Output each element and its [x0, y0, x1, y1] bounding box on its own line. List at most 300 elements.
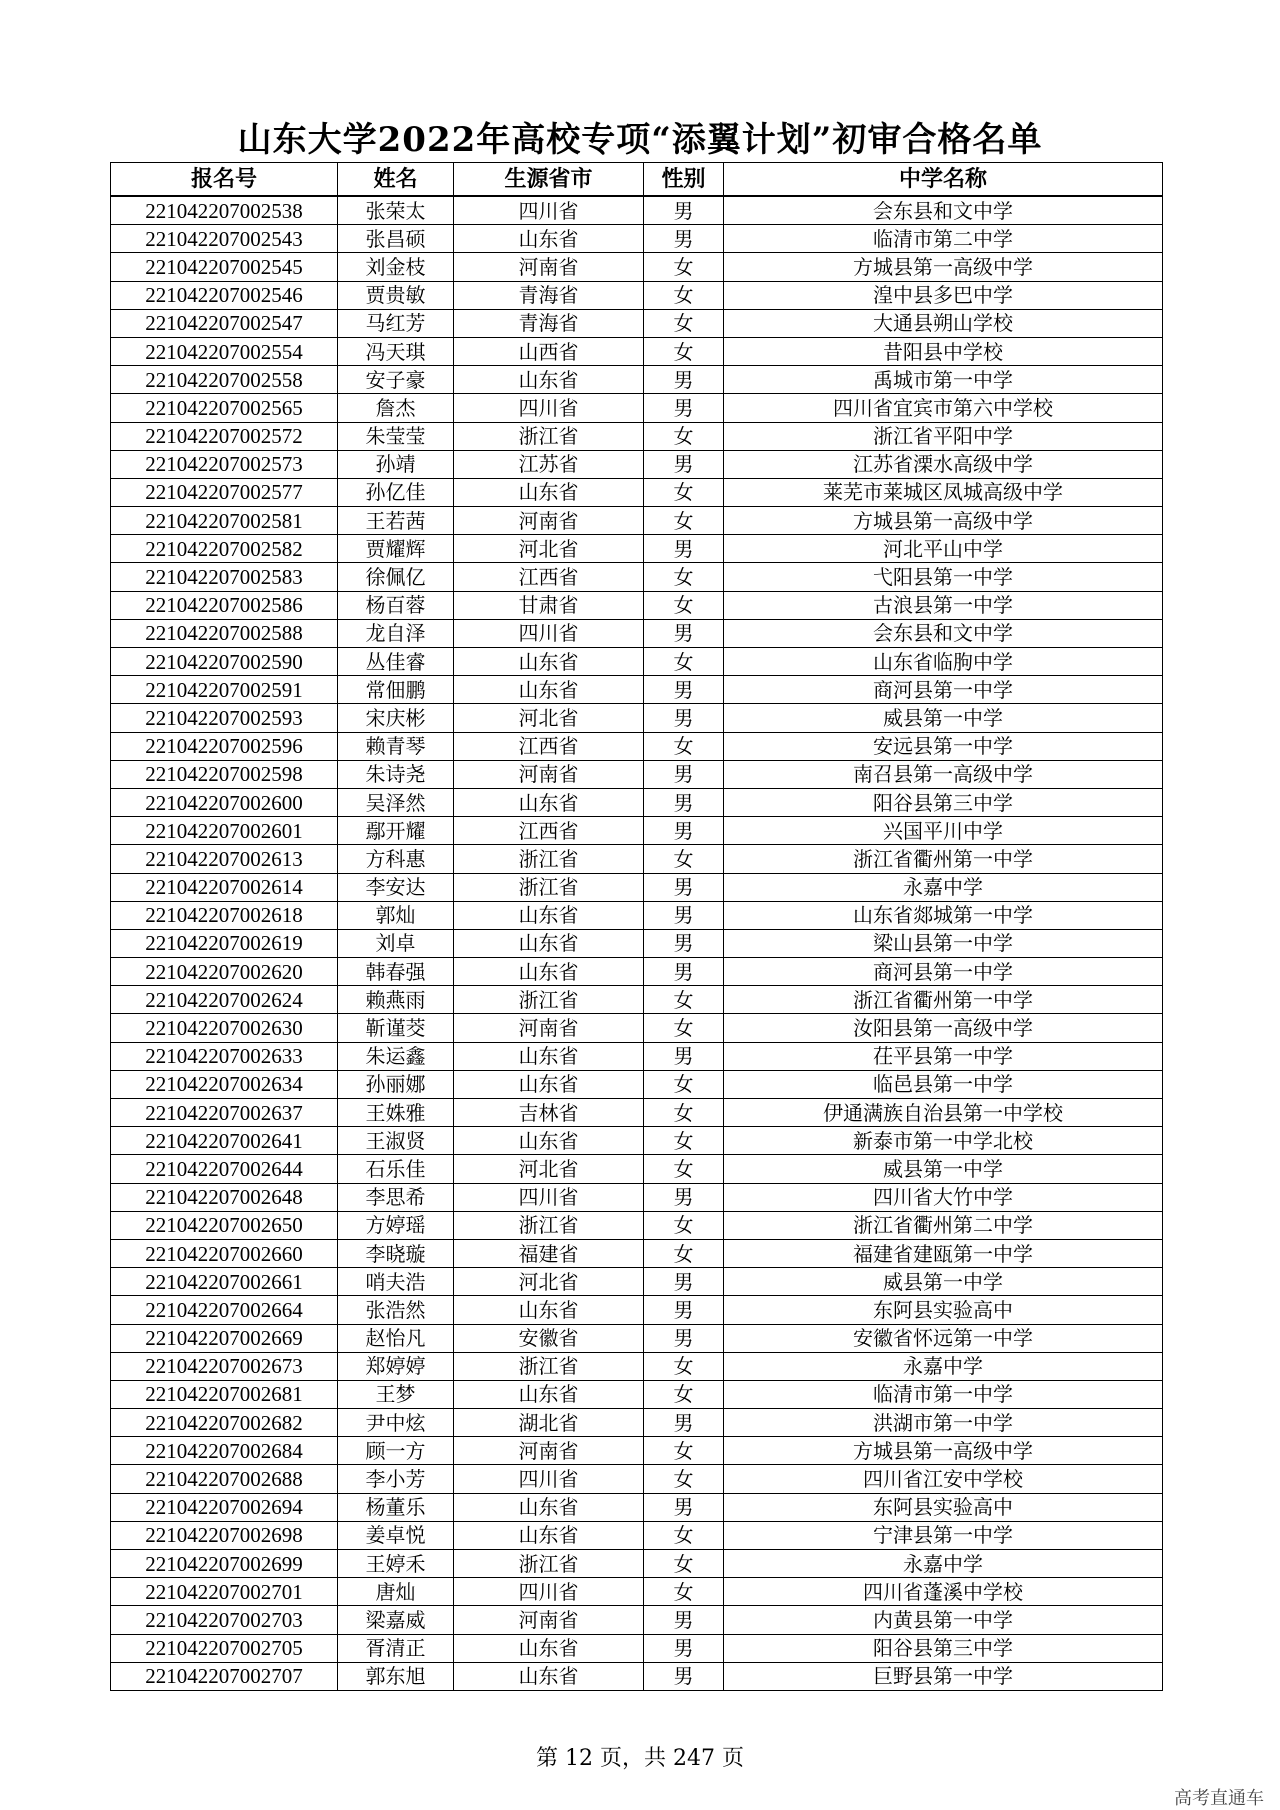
page-number: 第 12 页，共 247 页 [536, 1746, 744, 1771]
cell-school: 威县第一中学 [724, 1268, 1163, 1296]
cell-gender: 女 [644, 422, 724, 450]
cell-province: 山东省 [454, 676, 644, 704]
cell-name: 朱诗尧 [338, 760, 454, 788]
table-row [111, 619, 1163, 647]
cell-province: 青海省 [454, 309, 644, 337]
table-row [111, 1352, 1163, 1380]
cell-province: 河北省 [454, 535, 644, 563]
table-row [111, 394, 1163, 422]
table-row [111, 309, 1163, 337]
cell-registration-number: 221042207002618 [111, 901, 338, 929]
cell-name: 杨董乐 [338, 1493, 454, 1521]
cell-registration-number: 221042207002601 [111, 817, 338, 845]
cell-school: 阳谷县第三中学 [724, 1634, 1163, 1662]
table-row [111, 1155, 1163, 1183]
cell-gender: 女 [644, 1099, 724, 1127]
cell-school: 内黄县第一中学 [724, 1606, 1163, 1634]
cell-gender: 男 [644, 394, 724, 422]
table-row [111, 986, 1163, 1014]
table-row [111, 1127, 1163, 1155]
cell-name: 刘卓 [338, 929, 454, 957]
cell-name: 赵怡凡 [338, 1324, 454, 1352]
cell-name: 孙亿佳 [338, 478, 454, 506]
cell-registration-number: 221042207002698 [111, 1521, 338, 1549]
cell-registration-number: 221042207002644 [111, 1155, 338, 1183]
cell-name: 赖青琴 [338, 732, 454, 760]
cell-school: 安远县第一中学 [724, 732, 1163, 760]
cell-registration-number: 221042207002688 [111, 1465, 338, 1493]
table-row [111, 1465, 1163, 1493]
cell-gender: 男 [644, 676, 724, 704]
table-row [111, 1606, 1163, 1634]
cell-school: 山东省临朐中学 [724, 648, 1163, 676]
cell-school: 临清市第一中学 [724, 1380, 1163, 1408]
cell-registration-number: 221042207002573 [111, 450, 338, 478]
cell-province: 甘肃省 [454, 591, 644, 619]
cell-gender: 女 [644, 591, 724, 619]
cell-province: 浙江省 [454, 986, 644, 1014]
cell-school: 浙江省衢州第一中学 [724, 845, 1163, 873]
cell-province: 江西省 [454, 732, 644, 760]
cell-gender: 女 [644, 1380, 724, 1408]
cell-school: 禹城市第一中学 [724, 366, 1163, 394]
cell-school: 方城县第一高级中学 [724, 1437, 1163, 1465]
table-row [111, 845, 1163, 873]
table-row [111, 1662, 1163, 1690]
cell-province: 山东省 [454, 1380, 644, 1408]
cell-school: 大通县朔山学校 [724, 309, 1163, 337]
cell-gender: 女 [644, 986, 724, 1014]
cell-name: 哨夫浩 [338, 1268, 454, 1296]
cell-name: 杨百蓉 [338, 591, 454, 619]
cell-school: 方城县第一高级中学 [724, 253, 1163, 281]
cell-registration-number: 221042207002707 [111, 1662, 338, 1690]
cell-gender: 男 [644, 1268, 724, 1296]
cell-school: 方城县第一高级中学 [724, 507, 1163, 535]
cell-province: 山东省 [454, 1127, 644, 1155]
cell-registration-number: 221042207002661 [111, 1268, 338, 1296]
cell-province: 山东省 [454, 1493, 644, 1521]
cell-name: 张浩然 [338, 1296, 454, 1324]
cell-school: 南召县第一高级中学 [724, 760, 1163, 788]
cell-registration-number: 221042207002598 [111, 760, 338, 788]
cell-name: 王婷禾 [338, 1550, 454, 1578]
table-row [111, 422, 1163, 450]
cell-school: 古浪县第一中学 [724, 591, 1163, 619]
cell-gender: 女 [644, 281, 724, 309]
cell-registration-number: 221042207002634 [111, 1070, 338, 1098]
cell-province: 山东省 [454, 1634, 644, 1662]
cell-school: 商河县第一中学 [724, 676, 1163, 704]
cell-school: 洪湖市第一中学 [724, 1409, 1163, 1437]
cell-name: 李安达 [338, 873, 454, 901]
cell-gender: 女 [644, 1014, 724, 1042]
cell-province: 河南省 [454, 760, 644, 788]
cell-registration-number: 221042207002593 [111, 704, 338, 732]
cell-name: 尹中炫 [338, 1409, 454, 1437]
table-row [111, 1634, 1163, 1662]
cell-name: 梁嘉威 [338, 1606, 454, 1634]
table-row [111, 1380, 1163, 1408]
cell-registration-number: 221042207002554 [111, 337, 338, 365]
cell-name: 方科惠 [338, 845, 454, 873]
cell-province: 河南省 [454, 1014, 644, 1042]
cell-registration-number: 221042207002614 [111, 873, 338, 901]
cell-registration-number: 221042207002588 [111, 619, 338, 647]
table-row [111, 760, 1163, 788]
cell-province: 浙江省 [454, 422, 644, 450]
cell-registration-number: 221042207002619 [111, 929, 338, 957]
table-row [111, 1268, 1163, 1296]
cell-school: 宁津县第一中学 [724, 1521, 1163, 1549]
cell-school: 四川省宜宾市第六中学校 [724, 394, 1163, 422]
cell-name: 胥清正 [338, 1634, 454, 1662]
cell-name: 韩春强 [338, 958, 454, 986]
table-row [111, 873, 1163, 901]
table-row [111, 958, 1163, 986]
table-row [111, 929, 1163, 957]
cell-school: 商河县第一中学 [724, 958, 1163, 986]
cell-name: 张昌硕 [338, 225, 454, 253]
table-row [111, 1550, 1163, 1578]
table-row [111, 253, 1163, 281]
header-school: 中学名称 [724, 163, 1163, 197]
table-row [111, 196, 1163, 225]
cell-province: 山东省 [454, 1521, 644, 1549]
cell-name: 常佃鹏 [338, 676, 454, 704]
cell-registration-number: 221042207002543 [111, 225, 338, 253]
table-row [111, 1493, 1163, 1521]
cell-name: 安子豪 [338, 366, 454, 394]
cell-school: 江苏省溧水高级中学 [724, 450, 1163, 478]
table-row [111, 507, 1163, 535]
cell-province: 山东省 [454, 958, 644, 986]
header-gender: 性别 [644, 163, 724, 197]
cell-name: 贾贵敏 [338, 281, 454, 309]
cell-registration-number: 221042207002565 [111, 394, 338, 422]
cell-gender: 男 [644, 1662, 724, 1690]
cell-province: 山东省 [454, 929, 644, 957]
cell-gender: 女 [644, 1465, 724, 1493]
cell-name: 李晓璇 [338, 1239, 454, 1267]
cell-province: 山东省 [454, 901, 644, 929]
cell-province: 山东省 [454, 1070, 644, 1098]
table-row [111, 1014, 1163, 1042]
table-row [111, 1099, 1163, 1127]
cell-school: 浙江省衢州第二中学 [724, 1211, 1163, 1239]
table-row [111, 1324, 1163, 1352]
cell-registration-number: 221042207002583 [111, 563, 338, 591]
cell-gender: 女 [644, 1070, 724, 1098]
cell-gender: 女 [644, 1127, 724, 1155]
table-row [111, 281, 1163, 309]
cell-registration-number: 221042207002613 [111, 845, 338, 873]
cell-name: 赖燕雨 [338, 986, 454, 1014]
cell-gender: 男 [644, 873, 724, 901]
table-row [111, 1409, 1163, 1437]
cell-gender: 男 [644, 1606, 724, 1634]
cell-province: 山东省 [454, 225, 644, 253]
cell-gender: 女 [644, 1578, 724, 1606]
cell-name: 郭东旭 [338, 1662, 454, 1690]
cell-school: 威县第一中学 [724, 1155, 1163, 1183]
cell-name: 孙靖 [338, 450, 454, 478]
cell-gender: 男 [644, 929, 724, 957]
cell-province: 河北省 [454, 1155, 644, 1183]
cell-gender: 男 [644, 1324, 724, 1352]
cell-school: 阳谷县第三中学 [724, 788, 1163, 816]
cell-gender: 男 [644, 1493, 724, 1521]
cell-school: 浙江省衢州第一中学 [724, 986, 1163, 1014]
cell-province: 江西省 [454, 563, 644, 591]
cell-school: 浙江省平阳中学 [724, 422, 1163, 450]
cell-registration-number: 221042207002620 [111, 958, 338, 986]
table-row [111, 788, 1163, 816]
cell-registration-number: 221042207002586 [111, 591, 338, 619]
cell-school: 会东县和文中学 [724, 196, 1163, 225]
cell-name: 李小芳 [338, 1465, 454, 1493]
cell-gender: 女 [644, 1550, 724, 1578]
cell-province: 青海省 [454, 281, 644, 309]
cell-province: 浙江省 [454, 845, 644, 873]
cell-gender: 女 [644, 337, 724, 365]
cell-gender: 女 [644, 1211, 724, 1239]
cell-gender: 女 [644, 732, 724, 760]
cell-school: 永嘉中学 [724, 1352, 1163, 1380]
cell-name: 王梦 [338, 1380, 454, 1408]
cell-province: 河南省 [454, 1606, 644, 1634]
cell-school: 梁山县第一中学 [724, 929, 1163, 957]
cell-registration-number: 221042207002703 [111, 1606, 338, 1634]
cell-registration-number: 221042207002684 [111, 1437, 338, 1465]
cell-gender: 男 [644, 788, 724, 816]
cell-gender: 女 [644, 1437, 724, 1465]
cell-name: 宋庆彬 [338, 704, 454, 732]
cell-province: 山东省 [454, 1042, 644, 1070]
cell-gender: 男 [644, 1634, 724, 1662]
cell-name: 唐灿 [338, 1578, 454, 1606]
cell-name: 吴泽然 [338, 788, 454, 816]
cell-registration-number: 221042207002682 [111, 1409, 338, 1437]
cell-school: 临清市第二中学 [724, 225, 1163, 253]
cell-province: 山东省 [454, 478, 644, 506]
cell-gender: 女 [644, 563, 724, 591]
cell-school: 昔阳县中学校 [724, 337, 1163, 365]
cell-registration-number: 221042207002538 [111, 196, 338, 225]
cell-school: 福建省建瓯第一中学 [724, 1239, 1163, 1267]
cell-province: 河南省 [454, 253, 644, 281]
cell-school: 永嘉中学 [724, 1550, 1163, 1578]
cell-name: 郭灿 [338, 901, 454, 929]
cell-province: 江苏省 [454, 450, 644, 478]
cell-gender: 男 [644, 817, 724, 845]
cell-school: 东阿县实验高中 [724, 1296, 1163, 1324]
cell-registration-number: 221042207002669 [111, 1324, 338, 1352]
cell-gender: 男 [644, 958, 724, 986]
table-row [111, 478, 1163, 506]
cell-gender: 男 [644, 619, 724, 647]
cell-gender: 女 [644, 1521, 724, 1549]
cell-school: 伊通满族自治县第一中学校 [724, 1099, 1163, 1127]
cell-province: 浙江省 [454, 873, 644, 901]
cell-registration-number: 221042207002633 [111, 1042, 338, 1070]
table-row [111, 817, 1163, 845]
table-row [111, 704, 1163, 732]
table-body [111, 196, 1163, 1690]
table-row [111, 1296, 1163, 1324]
cell-province: 江西省 [454, 817, 644, 845]
cell-registration-number: 221042207002577 [111, 478, 338, 506]
table-row [111, 450, 1163, 478]
cell-gender: 女 [644, 845, 724, 873]
cell-school: 弋阳县第一中学 [724, 563, 1163, 591]
table-row [111, 732, 1163, 760]
cell-registration-number: 221042207002581 [111, 507, 338, 535]
cell-name: 詹杰 [338, 394, 454, 422]
watermark: 高考直通车 [1174, 1788, 1264, 1809]
cell-registration-number: 221042207002630 [111, 1014, 338, 1042]
cell-name: 王姝雅 [338, 1099, 454, 1127]
cell-school: 四川省大竹中学 [724, 1183, 1163, 1211]
cell-gender: 男 [644, 1296, 724, 1324]
cell-name: 徐佩亿 [338, 563, 454, 591]
cell-school: 巨野县第一中学 [724, 1662, 1163, 1690]
cell-gender: 女 [644, 1239, 724, 1267]
cell-school: 东阿县实验高中 [724, 1493, 1163, 1521]
cell-name: 朱莹莹 [338, 422, 454, 450]
table-row [111, 337, 1163, 365]
cell-registration-number: 221042207002545 [111, 253, 338, 281]
cell-province: 四川省 [454, 1465, 644, 1493]
cell-registration-number: 221042207002600 [111, 788, 338, 816]
document-title: 山东大学2022年高校专项“添翼计划”初审合格名单 [237, 120, 1043, 160]
cell-school: 会东县和文中学 [724, 619, 1163, 647]
cell-province: 吉林省 [454, 1099, 644, 1127]
table-row [111, 648, 1163, 676]
cell-province: 福建省 [454, 1239, 644, 1267]
cell-province: 河南省 [454, 507, 644, 535]
cell-gender: 女 [644, 1155, 724, 1183]
cell-gender: 男 [644, 1183, 724, 1211]
cell-gender: 男 [644, 760, 724, 788]
cell-registration-number: 221042207002650 [111, 1211, 338, 1239]
table-row [111, 1042, 1163, 1070]
cell-school: 安徽省怀远第一中学 [724, 1324, 1163, 1352]
cell-name: 龙自泽 [338, 619, 454, 647]
cell-registration-number: 221042207002547 [111, 309, 338, 337]
cell-province: 河北省 [454, 704, 644, 732]
table-row [111, 366, 1163, 394]
cell-school: 永嘉中学 [724, 873, 1163, 901]
cell-school: 河北平山中学 [724, 535, 1163, 563]
cell-gender: 女 [644, 253, 724, 281]
cell-name: 姜卓悦 [338, 1521, 454, 1549]
table-row [111, 563, 1163, 591]
cell-gender: 男 [644, 196, 724, 225]
cell-school: 四川省蓬溪中学校 [724, 1578, 1163, 1606]
cell-gender: 男 [644, 366, 724, 394]
cell-registration-number: 221042207002705 [111, 1634, 338, 1662]
cell-school: 兴国平川中学 [724, 817, 1163, 845]
cell-name: 郑婷婷 [338, 1352, 454, 1380]
cell-name: 马红芳 [338, 309, 454, 337]
cell-gender: 男 [644, 901, 724, 929]
cell-province: 四川省 [454, 394, 644, 422]
cell-province: 四川省 [454, 619, 644, 647]
cell-registration-number: 221042207002590 [111, 648, 338, 676]
cell-province: 浙江省 [454, 1352, 644, 1380]
header-registration-number: 报名号 [111, 163, 338, 197]
table-row [111, 1183, 1163, 1211]
cell-gender: 男 [644, 704, 724, 732]
cell-province: 山东省 [454, 1662, 644, 1690]
table-row [111, 1578, 1163, 1606]
cell-name: 李思希 [338, 1183, 454, 1211]
table-header-row [111, 163, 1163, 197]
cell-name: 鄢开耀 [338, 817, 454, 845]
cell-gender: 男 [644, 535, 724, 563]
table-row [111, 1070, 1163, 1098]
cell-registration-number: 221042207002591 [111, 676, 338, 704]
cell-province: 安徽省 [454, 1324, 644, 1352]
cell-province: 山东省 [454, 366, 644, 394]
cell-registration-number: 221042207002664 [111, 1296, 338, 1324]
cell-registration-number: 221042207002681 [111, 1380, 338, 1408]
cell-registration-number: 221042207002637 [111, 1099, 338, 1127]
cell-school: 四川省江安中学校 [724, 1465, 1163, 1493]
cell-registration-number: 221042207002641 [111, 1127, 338, 1155]
cell-name: 顾一方 [338, 1437, 454, 1465]
cell-school: 汝阳县第一高级中学 [724, 1014, 1163, 1042]
cell-registration-number: 221042207002624 [111, 986, 338, 1014]
cell-province: 浙江省 [454, 1550, 644, 1578]
cell-registration-number: 221042207002660 [111, 1239, 338, 1267]
cell-province: 四川省 [454, 1183, 644, 1211]
cell-province: 山东省 [454, 788, 644, 816]
table-row [111, 535, 1163, 563]
cell-name: 孙丽娜 [338, 1070, 454, 1098]
cell-name: 张荣太 [338, 196, 454, 225]
cell-school: 威县第一中学 [724, 704, 1163, 732]
cell-gender: 女 [644, 478, 724, 506]
roster-table [110, 162, 1163, 1691]
cell-gender: 女 [644, 648, 724, 676]
cell-registration-number: 221042207002546 [111, 281, 338, 309]
cell-registration-number: 221042207002701 [111, 1578, 338, 1606]
cell-name: 方婷瑶 [338, 1211, 454, 1239]
cell-gender: 男 [644, 1409, 724, 1437]
cell-gender: 男 [644, 225, 724, 253]
cell-province: 河北省 [454, 1268, 644, 1296]
cell-registration-number: 221042207002572 [111, 422, 338, 450]
cell-name: 靳谨茭 [338, 1014, 454, 1042]
cell-school: 莱芜市莱城区凤城高级中学 [724, 478, 1163, 506]
cell-name: 丛佳睿 [338, 648, 454, 676]
cell-name: 朱运鑫 [338, 1042, 454, 1070]
table-row [111, 1437, 1163, 1465]
cell-province: 山西省 [454, 337, 644, 365]
cell-name: 贾耀辉 [338, 535, 454, 563]
cell-name: 王若茜 [338, 507, 454, 535]
cell-school: 湟中县多巴中学 [724, 281, 1163, 309]
cell-gender: 女 [644, 507, 724, 535]
cell-gender: 男 [644, 450, 724, 478]
cell-registration-number: 221042207002582 [111, 535, 338, 563]
cell-province: 山东省 [454, 1296, 644, 1324]
cell-province: 山东省 [454, 648, 644, 676]
cell-name: 冯天琪 [338, 337, 454, 365]
cell-school: 临邑县第一中学 [724, 1070, 1163, 1098]
